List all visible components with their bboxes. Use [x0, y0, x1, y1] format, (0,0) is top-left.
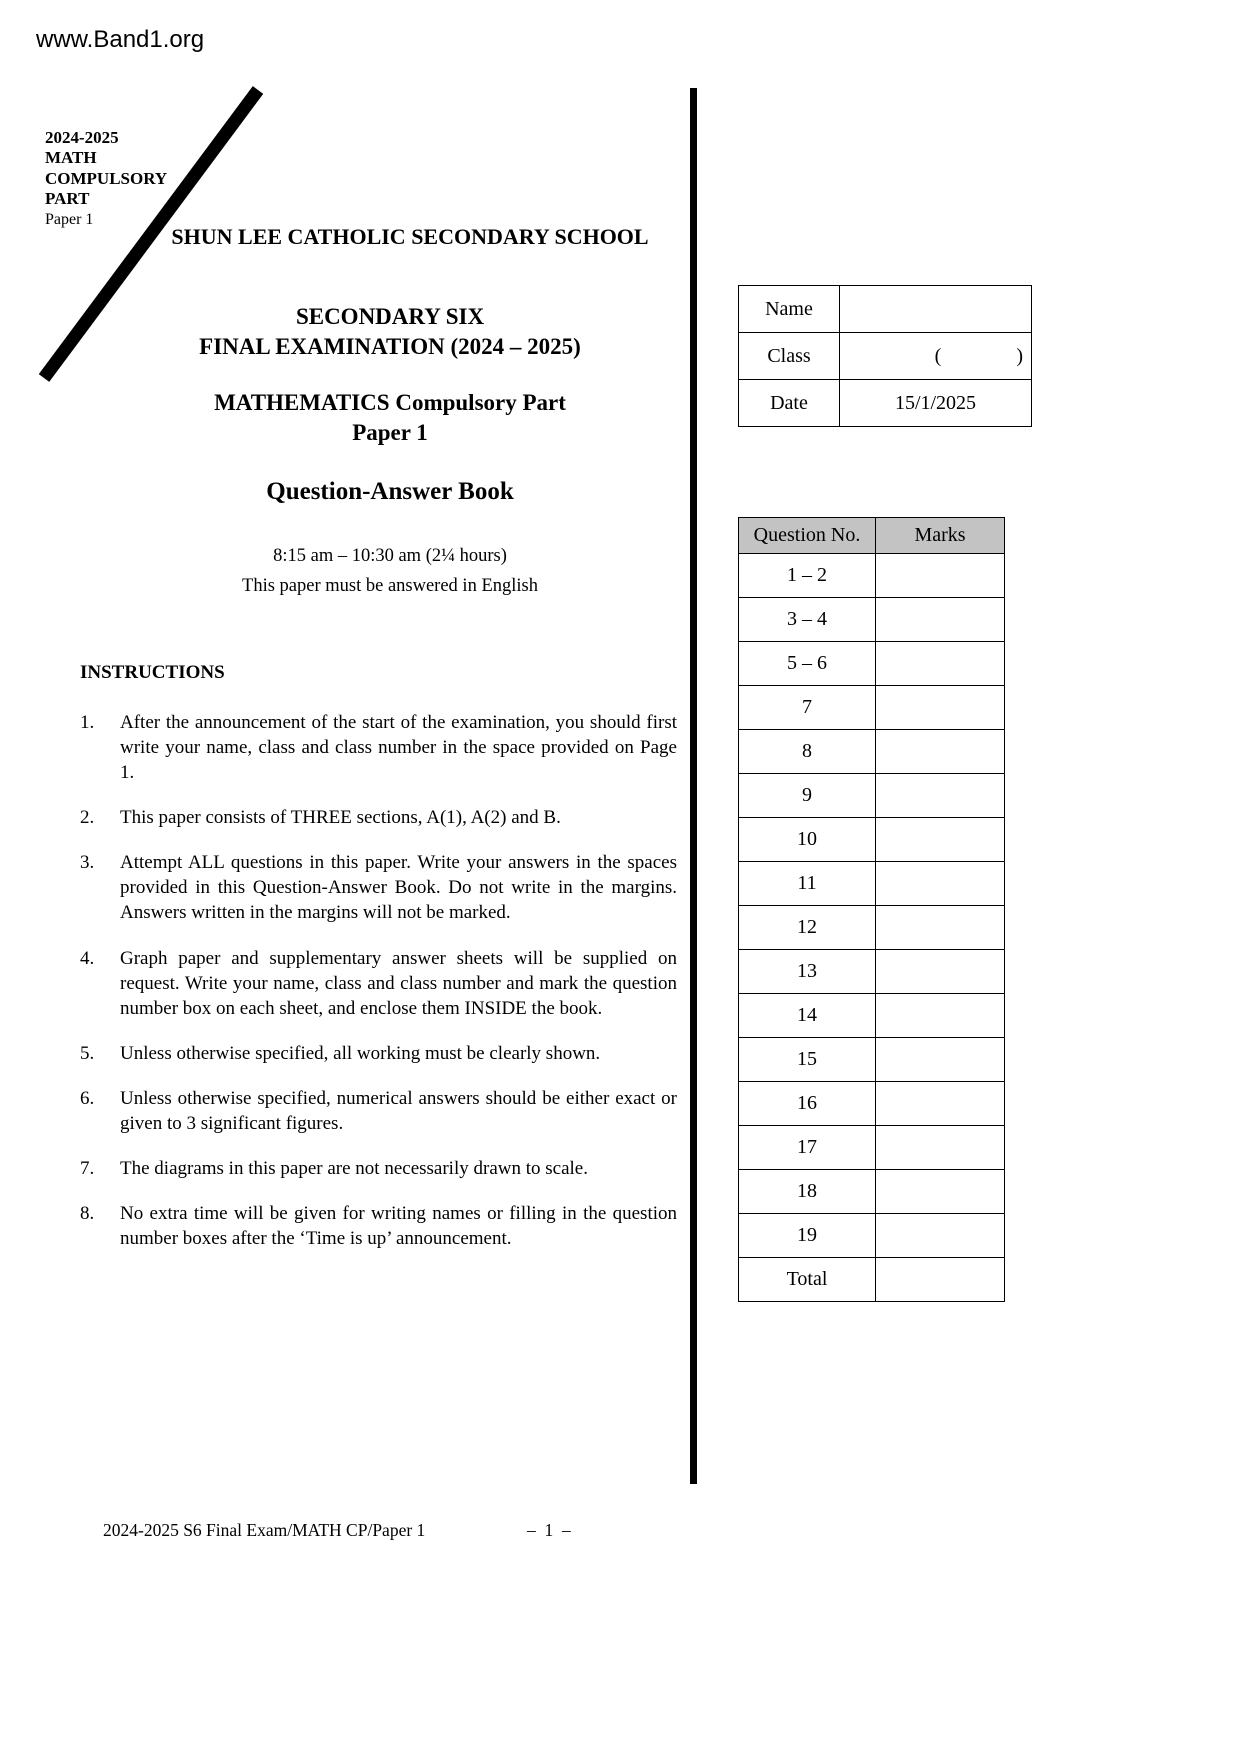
marks-cell — [876, 1214, 1005, 1258]
marks-cell — [876, 642, 1005, 686]
class-label: Class — [739, 333, 840, 380]
table-row — [739, 380, 1032, 427]
corner-part-line2: PART — [45, 189, 90, 209]
question-no-header: Question No. — [739, 518, 876, 554]
instruction-item — [80, 1041, 677, 1066]
name-value-cell — [840, 286, 1032, 333]
question-no-cell: 19 — [739, 1214, 876, 1258]
table-row — [739, 598, 1005, 642]
instruction-number: 1. — [80, 712, 95, 733]
instruction-number: 7. — [80, 1158, 95, 1180]
exam-title: FINAL EXAMINATION (2024 – 2025) — [199, 333, 581, 359]
marks-cell — [876, 1126, 1005, 1170]
marks-cell — [876, 1170, 1005, 1214]
date-value-cell: 15/1/2025 — [840, 380, 1032, 427]
marks-cell — [876, 774, 1005, 818]
table-row — [739, 1038, 1005, 1082]
table-row — [739, 1170, 1005, 1214]
marks-cell — [876, 994, 1005, 1038]
question-no-cell: 16 — [739, 1082, 876, 1126]
instruction-item — [80, 1156, 677, 1181]
table-row — [739, 818, 1005, 862]
instruction-text: This paper consists of THREE sections, A(1), A(2) and B. — [120, 807, 561, 829]
marks-cell — [876, 1082, 1005, 1126]
corner-block — [45, 128, 167, 229]
footer-page-number: – 1 – — [527, 1520, 571, 1540]
instruction-item — [80, 1201, 677, 1251]
candidate-info-table — [738, 285, 1032, 427]
instruction-text: The diagrams in this paper are not necessarily drawn to scale. — [120, 1158, 588, 1180]
instructions-title: INSTRUCTIONS — [80, 662, 225, 683]
marks-cell — [876, 554, 1005, 598]
table-row — [739, 1258, 1005, 1302]
question-no-cell: 7 — [739, 686, 876, 730]
class-value-cell: ( ) — [840, 333, 1032, 380]
table-row — [739, 906, 1005, 950]
marks-cell — [876, 1038, 1005, 1082]
corner-paper: Paper 1 — [45, 210, 94, 228]
question-no-cell: 14 — [739, 994, 876, 1038]
instruction-text: Unless otherwise specified, numerical answers should be either exact or given to 3 significant figures. — [120, 1087, 677, 1134]
question-no-cell: 17 — [739, 1126, 876, 1170]
table-row — [739, 286, 1032, 333]
table-row — [739, 686, 1005, 730]
exam-time: 8:15 am – 10:30 am (2¼ hours) — [273, 546, 507, 567]
question-no-cell: 18 — [739, 1170, 876, 1214]
name-label: Name — [739, 286, 840, 333]
corner-subject: MATH — [45, 148, 97, 168]
marks-cell — [876, 686, 1005, 730]
corner-part-line1: COMPULSORY — [45, 168, 168, 188]
question-no-cell: 10 — [739, 818, 876, 862]
instruction-number: 5. — [80, 1042, 95, 1064]
table-row — [739, 774, 1005, 818]
table-row — [739, 950, 1005, 994]
table-row — [739, 642, 1005, 686]
table-row — [739, 1082, 1005, 1126]
instruction-number: 3. — [80, 852, 95, 874]
date-label: Date — [739, 380, 840, 427]
instruction-text: Graph paper and supplementary answer sheets will be supplied on request. Write your name, class and class number and mark the question number box on each sheet, and enclose them INSIDE the book. — [120, 947, 677, 1019]
instruction-number: 8. — [80, 1203, 95, 1225]
instruction-text: After the announcement of the start of the examination, you should first write your name, class and class number in the space provided on Page 1. — [120, 712, 677, 784]
marks-cell — [876, 598, 1005, 642]
table-header-row — [739, 518, 1005, 554]
school-name: SHUN LEE CATHOLIC SECONDARY SCHOOL — [171, 224, 649, 249]
footer-exam-id: 2024-2025 S6 Final Exam/MATH CP/Paper 1 — [103, 1520, 426, 1540]
question-no-cell: Total — [739, 1258, 876, 1302]
instruction-number: 6. — [80, 1087, 95, 1109]
vertical-divider — [690, 88, 697, 1484]
corner-year: 2024-2025 — [45, 128, 119, 147]
exam-level: SECONDARY SIX — [295, 304, 485, 329]
question-no-cell: 9 — [739, 774, 876, 818]
watermark: www.Band1.org — [36, 26, 205, 53]
question-no-cell: 1 – 2 — [739, 554, 876, 598]
table-row — [739, 1126, 1005, 1170]
question-no-cell: 13 — [739, 950, 876, 994]
instruction-text: Attempt ALL questions in this paper. Write your answers in the spaces provided in this Question-Answer Book. Do not write in the margins. Answers written in the margins will not be marked. — [120, 852, 677, 924]
table-row — [739, 994, 1005, 1038]
marks-cell — [876, 1258, 1005, 1302]
exam-header — [85, 302, 695, 601]
table-row — [739, 554, 1005, 598]
question-no-cell: 11 — [739, 862, 876, 906]
paper-number: Paper 1 — [352, 419, 428, 445]
marks-header: Marks — [876, 518, 1005, 554]
instruction-item — [80, 946, 677, 1021]
instructions-section — [80, 662, 677, 1271]
marks-cell — [876, 818, 1005, 862]
instruction-item — [80, 710, 677, 785]
instruction-text: Unless otherwise specified, all working must be clearly shown. — [120, 1042, 601, 1064]
instruction-text: No extra time will be given for writing names or filling in the question number boxes after the ‘Time is up’ announcement. — [120, 1203, 677, 1250]
marks-cell — [876, 950, 1005, 994]
instruction-number: 4. — [80, 947, 95, 969]
instruction-item — [80, 805, 677, 830]
question-no-cell: 8 — [739, 730, 876, 774]
question-no-cell: 15 — [739, 1038, 876, 1082]
language-note: This paper must be answered in English — [242, 575, 538, 596]
subject-title: MATHEMATICS Compulsory Part — [214, 389, 566, 415]
marks-table — [738, 517, 1005, 1302]
question-no-cell: 12 — [739, 906, 876, 950]
marks-cell — [876, 906, 1005, 950]
table-row — [739, 862, 1005, 906]
question-no-cell: 5 – 6 — [739, 642, 876, 686]
instruction-item — [80, 850, 677, 925]
table-row — [739, 333, 1032, 380]
table-row — [739, 1214, 1005, 1258]
instruction-item — [80, 1086, 677, 1136]
marks-cell — [876, 730, 1005, 774]
question-no-cell: 3 – 4 — [739, 598, 876, 642]
instruction-number: 2. — [80, 807, 95, 829]
marks-cell — [876, 862, 1005, 906]
book-title: Question-Answer Book — [266, 477, 514, 505]
table-row — [739, 730, 1005, 774]
